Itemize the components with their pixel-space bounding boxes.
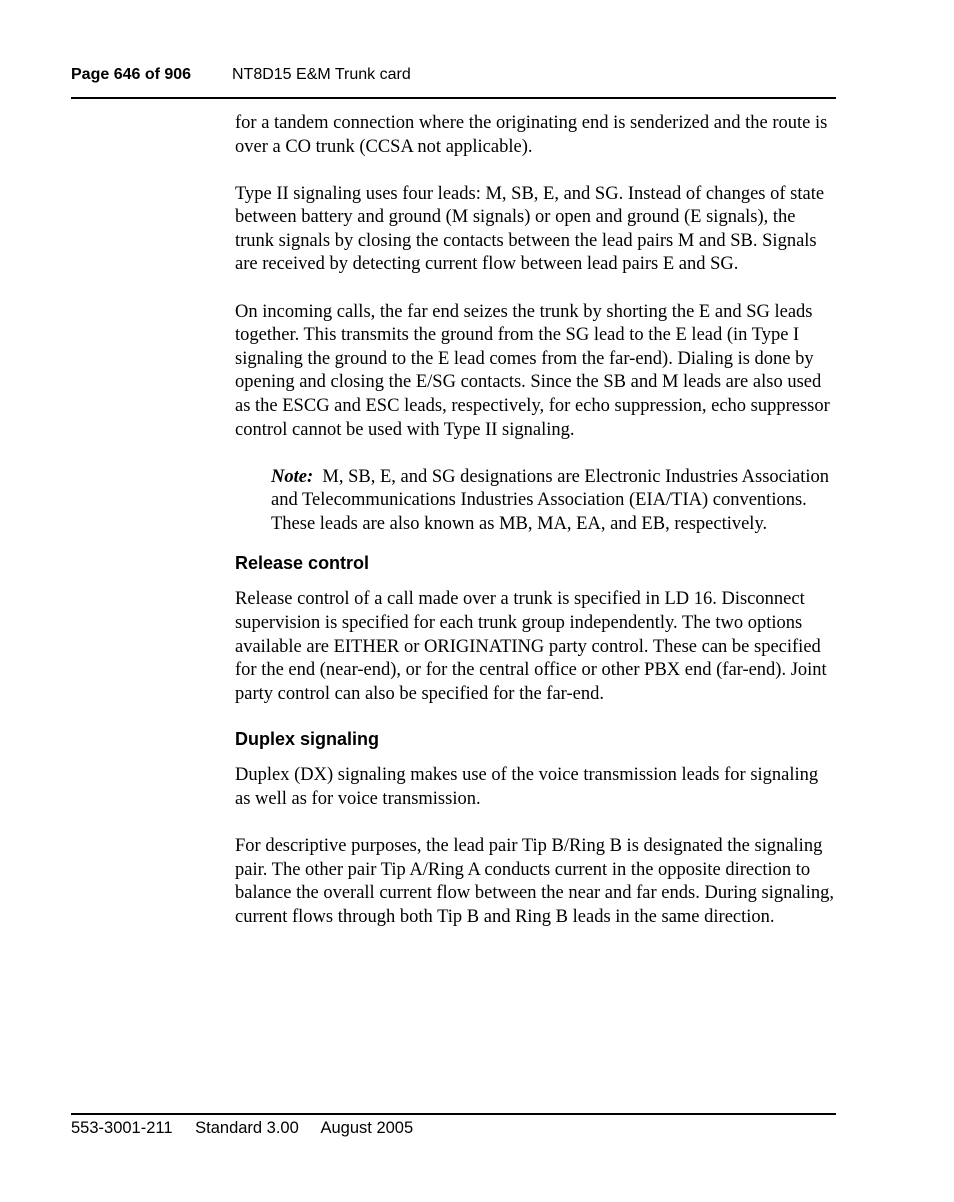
paragraph-tandem: for a tandem connection where the originating end is senderized and the route is over a CO trunk (CCSA not applicable). [235, 113, 828, 157]
footer-standard: Standard 3.00 [195, 1119, 299, 1137]
document-title: NT8D15 E&M Trunk card [232, 66, 411, 83]
paragraph-incoming-calls: On incoming calls, the far end seizes the trunk by shorting the E and SG leads together. This transmits the ground from the SG lead to the E lead (in Type I signaling the ground to the E lead comes from the far-end). Dialing is done by opening and closing the E/SG contacts. Since the SB and M leads are also used as the ESCG and ESC leads, respectively, for echo suppression, echo suppressor control cannot be used with Type II signaling. [235, 301, 830, 440]
footer-doc-number: 553-3001-211 [71, 1119, 173, 1137]
heading-duplex-signaling: Duplex signaling [235, 729, 380, 750]
note-block [271, 466, 838, 537]
paragraph-duplex-description: For descriptive purposes, the lead pair Tip B/Ring B is designated the signaling pair. The other pair Tip A/Ring A conducts current in the opposite direction to balance the overall current flow between the near and far ends. During signaling, current flows through both Tip B and Ring B leads in the same direction. [235, 836, 834, 927]
paragraph-type-ii: Type II signaling uses four leads: M, SB, E, and SG. Instead of changes of state between battery and ground (M signals) or open and ground (E signals), the trunk signals by closing the contacts between the lead pairs M and SB. Signals are received by detecting current flow between lead pairs E and SG. [235, 183, 825, 275]
page-footer [71, 1113, 836, 1138]
main-content [235, 112, 838, 953]
footer-date: August 2005 [320, 1119, 414, 1137]
note-text: M, SB, E, and SG designations are Electronic Industries Association and Telecommunications Industries Association (EIA/TIA) conventions. These leads are also known as MB, MA, EA, and EB, respectively. [271, 466, 829, 534]
heading-release-control: Release control [235, 553, 370, 574]
paragraph-duplex-intro: Duplex (DX) signaling makes use of the voice transmission leads for signaling as well as for voice transmission. [235, 765, 819, 809]
note-label: Note: [271, 466, 314, 487]
page-header [71, 66, 836, 99]
page-number: Page 646 of 906 [71, 66, 192, 83]
paragraph-release-control: Release control of a call made over a trunk is specified in LD 16. Disconnect supervision is specified for each trunk group independently. The two options available are EITHER or ORIGINATING party control. These can be specified for the end (near-end), or for the central office or other PBX end (far-end). Joint party control can also be specified for the far-end. [235, 589, 827, 704]
